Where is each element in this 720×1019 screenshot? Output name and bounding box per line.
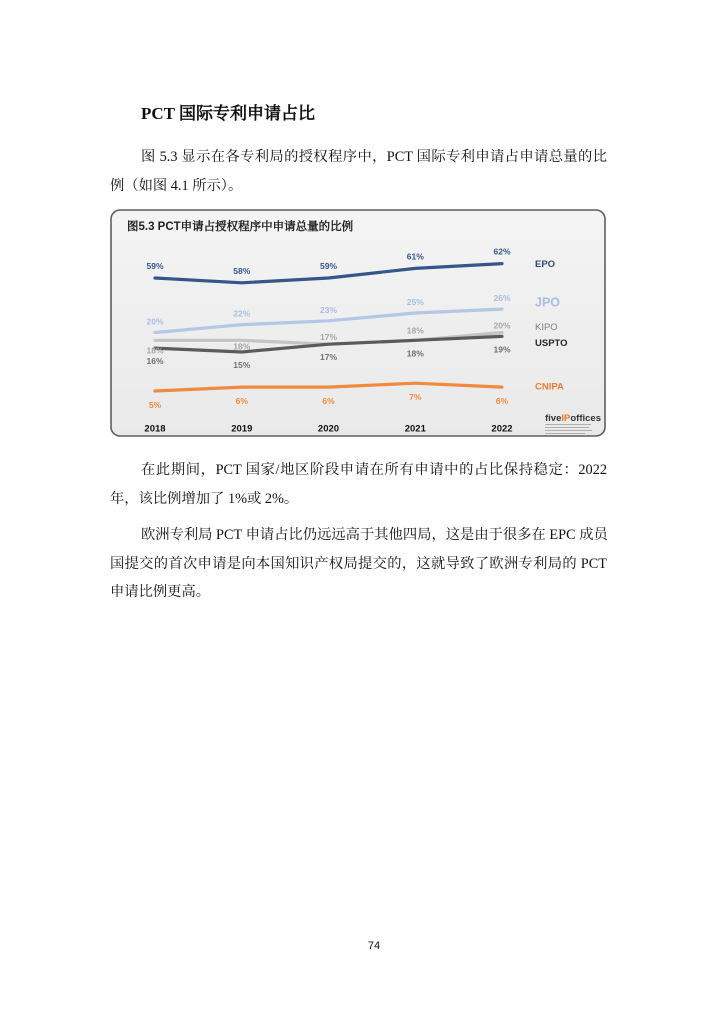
data-label-epo-2021: 61%	[406, 251, 424, 262]
data-label-uspto-2019: 15%	[233, 360, 251, 370]
paragraph-line: 图 5.3 显示在各专利局的授权程序中，PCT 国际专利申请占申请总量的比	[141, 149, 607, 165]
data-label-cnipa-2019: 6%	[235, 396, 248, 407]
logo-text-offices: offices	[570, 413, 601, 424]
logo-text	[545, 413, 601, 424]
series-name-epo: EPO	[535, 259, 556, 271]
x-tick-2019: 2019	[231, 423, 253, 435]
paragraph-line: 欧洲专利局 PCT 申请占比仍远远高于其他四局，这是由于很多在 EPC 成员	[141, 527, 608, 543]
data-label-epo-2019: 58%	[233, 265, 251, 276]
section-heading: PCT 国际专利申请占比	[141, 104, 315, 123]
data-label-jpo-2022: 26%	[493, 293, 511, 304]
series-name-cnipa: CNIPA	[535, 381, 564, 393]
data-label-cnipa-2021: 7%	[409, 392, 422, 403]
data-label-epo-2020: 59%	[319, 261, 338, 271]
data-label-cnipa-2022: 6%	[495, 396, 509, 407]
page-number: 74	[367, 940, 381, 952]
x-tick-2018: 2018	[144, 423, 166, 435]
data-label-jpo-2021: 25%	[406, 297, 424, 307]
data-label-jpo-2018: 20%	[146, 316, 164, 327]
paragraph-figure-intro	[110, 143, 607, 200]
logo-fineprint	[545, 424, 591, 425]
series-name-jpo: JPO	[535, 295, 561, 310]
paragraph-line: 在此期间，PCT 国家/地区阶段申请在所有申请中的占比保持稳定：2022	[141, 462, 607, 478]
series-name-uspto: USPTO	[535, 337, 568, 349]
logo-text-ip: IP	[561, 413, 571, 424]
logo-fineprint	[545, 433, 585, 434]
data-label-cnipa-2018: 5%	[148, 400, 162, 410]
series-name-kipo: KIPO	[535, 322, 558, 333]
logo-fineprint	[545, 430, 592, 431]
data-label-cnipa-2020: 6%	[322, 396, 335, 407]
data-label-jpo-2019: 22%	[233, 308, 251, 319]
figure-5-3	[110, 209, 606, 437]
x-tick-2021: 2021	[404, 423, 426, 435]
data-label-uspto-2022: 19%	[493, 344, 511, 355]
data-label-kipo-2020: 17%	[319, 332, 338, 343]
x-tick-2022: 2022	[491, 423, 513, 435]
paragraph-epo-explanation	[110, 521, 607, 607]
data-label-uspto-2020: 17%	[319, 352, 338, 363]
data-label-epo-2018: 59%	[146, 261, 164, 271]
chart-title: 图5.3 PCT申请占授权程序中申请总量的比例	[127, 221, 354, 233]
paragraph-line: 申请比例更高。	[110, 584, 211, 600]
data-label-kipo-2022: 20%	[493, 320, 511, 331]
line-chart	[110, 209, 606, 437]
paragraph-line: 年，该比例增加了 1%或 2%。	[110, 490, 299, 507]
data-label-uspto-2018: 16%	[146, 356, 164, 367]
paragraph-line: 例（如图 4.1 所示）。	[110, 177, 243, 194]
logo-fineprint	[545, 427, 589, 428]
data-label-kipo-2021: 18%	[406, 325, 424, 336]
x-tick-2020: 2020	[317, 423, 340, 435]
paragraph-line: 国提交的首次申请是向本国知识产权局提交的，这就导致了欧洲专利局的 PCT	[110, 555, 607, 572]
data-label-jpo-2020: 23%	[319, 304, 338, 315]
data-label-kipo-2018: 18%	[146, 345, 164, 356]
data-label-kipo-2019: 18%	[233, 341, 251, 352]
logo-text-five: five	[545, 413, 562, 424]
data-label-uspto-2021: 18%	[406, 348, 424, 359]
data-label-epo-2022: 62%	[493, 246, 511, 257]
paragraph-stability	[110, 456, 607, 513]
chart-frame	[111, 210, 605, 436]
